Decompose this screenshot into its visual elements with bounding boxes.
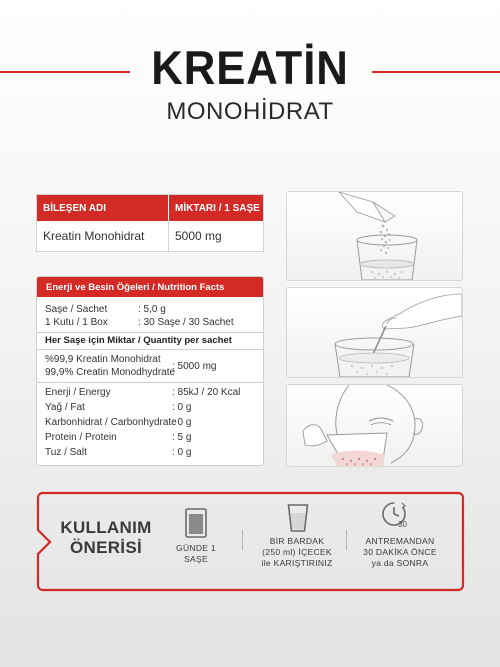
divider — [37, 349, 263, 350]
stir-glass-icon — [287, 288, 462, 377]
usage-step-mix-line2: (250 ml) İÇECEK — [262, 547, 332, 557]
ingredient-col-name-header: BİLEŞEN ADI — [37, 195, 169, 221]
salt-label: Tuz / Salt — [45, 447, 87, 458]
protein-label: Protein / Protein — [45, 432, 117, 443]
per-sachet-heading: Her Saşe için Miktar / Quantity per sachet — [45, 335, 232, 346]
usage-step-mix-line1: BİR BARDAK — [269, 536, 325, 546]
usage-step-daily — [163, 543, 229, 565]
energy-label: Enerji / Energy — [45, 387, 111, 398]
usage-title-line2: ÖNERİSİ — [69, 538, 142, 557]
serving-size-label: Saşe / Sachet — [45, 304, 108, 315]
ingredient-row — [37, 221, 263, 251]
illustration-stir-panel — [286, 287, 463, 378]
fat-value: : 0 g — [172, 402, 192, 413]
ingredient-col-amount-header: MİKTARI / 1 SAŞE — [175, 202, 260, 214]
fat-label: Yağ / Fat — [45, 402, 85, 413]
box-count-value: : 30 Saşe / 30 Sachet — [138, 317, 234, 328]
usage-title — [56, 518, 156, 558]
protein-value: : 5 g — [172, 432, 192, 443]
ingredient-table-header — [37, 195, 263, 221]
product-subtitle: MONOHİDRAT — [166, 98, 334, 125]
usage-step-timing-line1: ANTREMANDAN — [365, 536, 435, 546]
usage-step-timing-line2: 30 DAKİKA ÖNCE — [363, 547, 437, 557]
usage-step-mix — [252, 536, 342, 569]
glass-icon — [287, 503, 309, 533]
box-count-label: 1 Kutu / 1 Box — [45, 317, 108, 328]
timer-badge: 30 — [398, 520, 407, 529]
product-title: KREATİN — [151, 41, 349, 94]
usage-separator — [242, 530, 243, 550]
timer-icon — [380, 500, 412, 532]
nutrition-facts-table — [36, 276, 264, 466]
sachet-icon — [185, 508, 207, 538]
drink-glass-icon — [287, 385, 462, 466]
creatine-label-tr: %99,9 Kreatin Monohidrat — [45, 354, 161, 365]
illustration-drink-panel — [286, 384, 463, 467]
pour-powder-into-glass-icon — [287, 192, 462, 280]
usage-title-line1: KULLANIM — [60, 518, 152, 537]
usage-step-timing — [354, 536, 446, 569]
illustration-pour-panel — [286, 191, 463, 281]
usage-step-mix-line3: ile KARIŞTIRINIZ — [261, 558, 333, 568]
salt-value: : 0 g — [172, 447, 192, 458]
usage-separator — [346, 530, 347, 550]
energy-value: : 85kJ / 20 Kcal — [172, 387, 241, 398]
creatine-label-en: 99,9% Creatin Monodhydrate — [45, 367, 176, 378]
divider — [37, 382, 263, 383]
creatine-value: : 5000 mg — [172, 361, 217, 372]
usage-step-daily-line1: GÜNDE 1 — [176, 543, 216, 553]
ingredient-name: Kreatin Monohidrat — [37, 221, 169, 251]
serving-size-value: : 5,0 g — [138, 304, 166, 315]
carbohydrate-label: Karbonhidrat / Carbonhydrate — [45, 417, 177, 428]
nutrition-facts-header: Enerji ve Besin Öğeleri / Nutrition Facts — [37, 277, 263, 297]
ingredient-table — [36, 194, 264, 252]
usage-step-timing-line3: ya da SONRA — [371, 558, 429, 568]
usage-step-daily-line2: SAŞE — [184, 554, 208, 564]
divider — [37, 332, 263, 333]
carbohydrate-value: : 0 g — [172, 417, 192, 428]
ingredient-amount: 5000 mg — [175, 229, 222, 243]
